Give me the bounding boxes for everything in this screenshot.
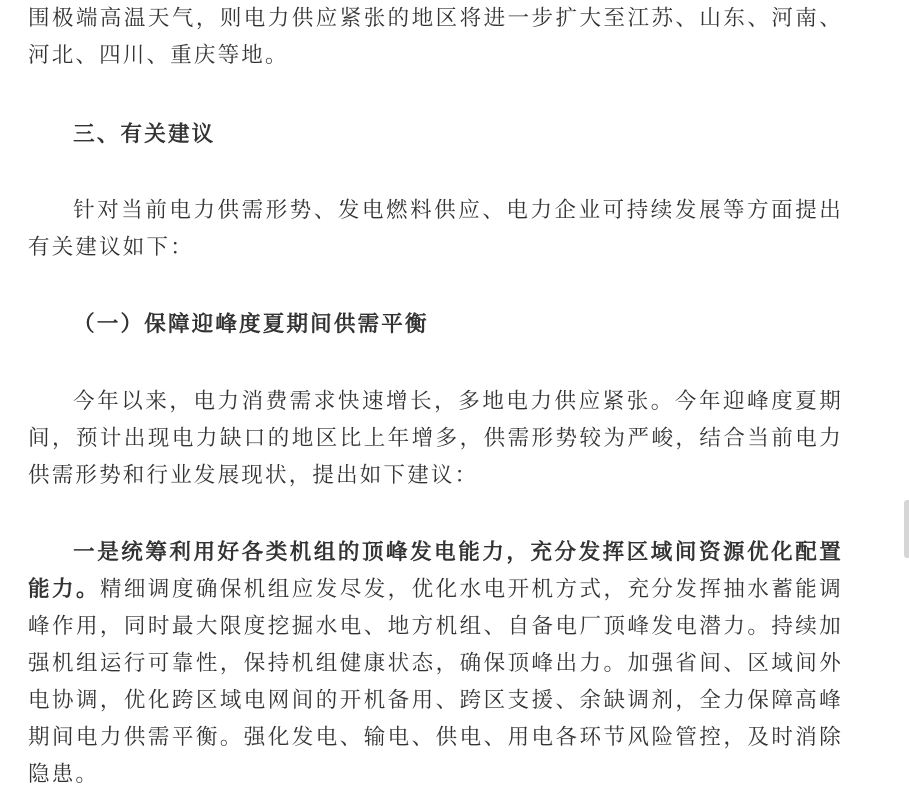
paragraph-body-text: 精细调度确保机组应发尽发，优化水电开机方式，充分发挥抽水蓄能调峰作用，同时最大限度挖掘水电、地方机组、自备电厂顶峰发电潜力。持续加强机组运行可靠性，保持机组健康状态，确保顶峰出力。加强省间、区域间外电协调，优化跨区域电网间的开机备用、跨区支援、余缺调剂，全力保障高峰期间电力供需平衡。强化发电、输电、供电、用电各环节风险管控，及时消除隐患。 [28, 577, 843, 787]
paragraph-lead-strong: 一是统筹利用好各类机组的顶峰发电能力，充分发挥区域间资源优化配置能力。 [28, 540, 843, 602]
subsection-heading-supply-balance: （一）保障迎峰度夏期间供需平衡 [73, 312, 429, 337]
paragraph-intro: 围极端高温天气，则电力供应紧张的地区将进一步扩大至江苏、山东、河南、河北、四川、重庆等地。 [28, 6, 843, 68]
scrollbar-thumb[interactable] [904, 500, 909, 558]
section-heading-suggestions: 三、有关建议 [73, 122, 216, 147]
paragraph-supply-balance: 今年以来，电力消费需求快速增长，多地电力供应紧张。今年迎峰度夏期间，预计出现电力缺口的地区比上年增多，供需形势较为严峻，结合当前电力供需形势和行业发展现状，提出如下建议： [28, 389, 843, 488]
paragraph-suggestions-intro: 针对当前电力供需形势、发电燃料供应、电力企业可持续发展等方面提出有关建议如下： [28, 198, 843, 260]
article-body [28, 0, 843, 793]
paragraph-generation-capacity [28, 534, 843, 793]
